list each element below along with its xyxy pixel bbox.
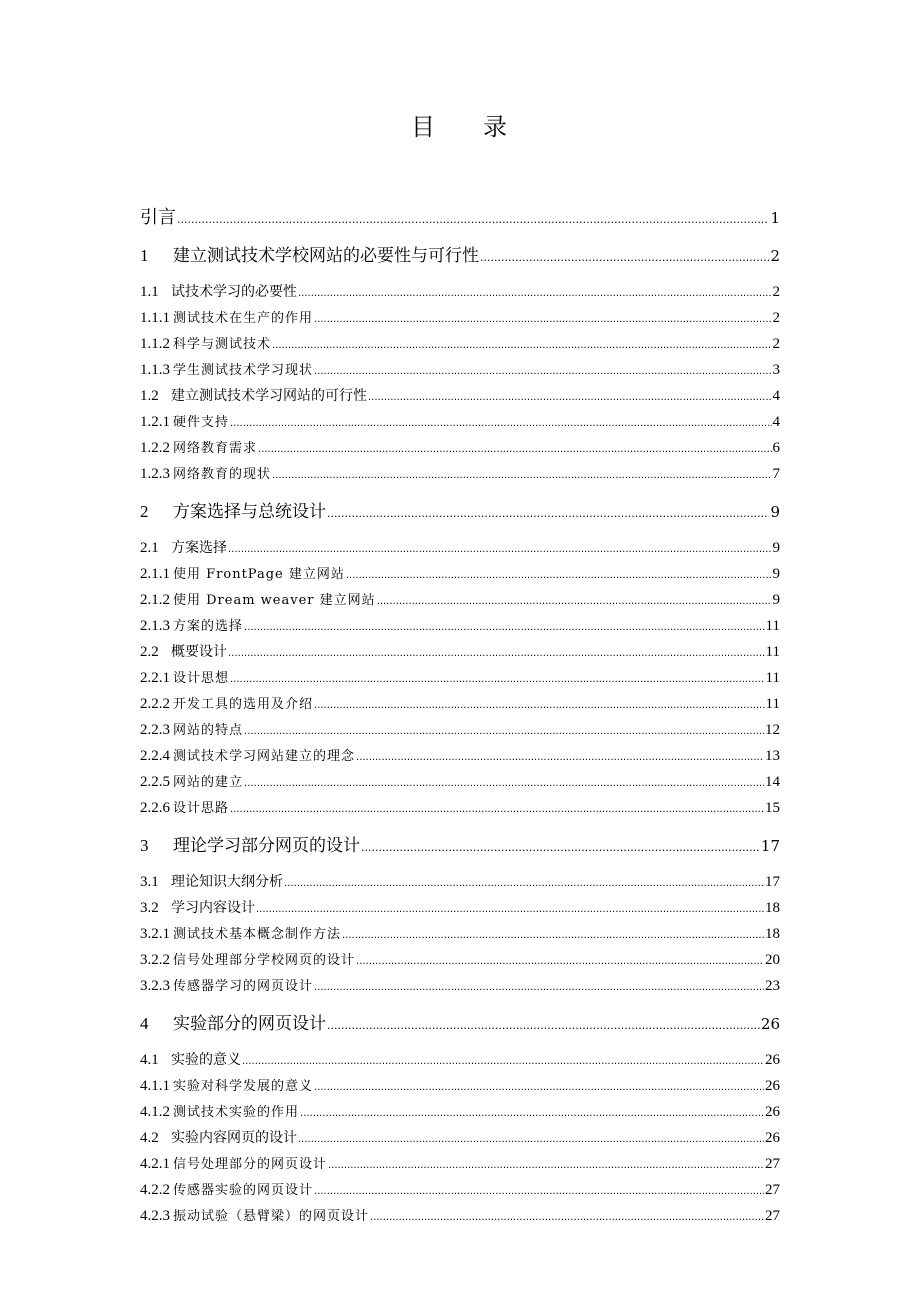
toc-entry-title: 网站的特点 [173,723,244,738]
toc-entry-number: 1.1 [140,284,159,300]
toc-dot-leader [327,1012,760,1038]
toc-entry-title: 学习内容设计 [171,900,255,916]
toc-page-number: 26 [765,1052,780,1068]
toc-entry-number: 2.1.1 [140,566,170,582]
toc-entry[interactable] [140,948,780,974]
toc-entry-title: 方案的选择 [173,619,244,634]
toc-entry[interactable] [140,744,780,770]
toc-dot-leader [370,1205,764,1230]
toc-page-number: 12 [765,722,780,738]
toc-entry-number: 4.1.1 [140,1078,170,1094]
toc-page-number: 26 [760,1015,780,1033]
toc-page-number: 18 [765,926,780,942]
toc-entry-title: 理论学习部分网页的设计 [173,836,360,856]
toc-entry-number: 4.2 [140,1130,159,1146]
toc-dot-leader [377,589,772,614]
toc-dot-leader [242,1048,764,1074]
toc-dot-leader [228,536,772,562]
toc-entry-number: 1.2.2 [140,440,170,456]
toc-entry-title: 传感器实验的网页设计 [173,1183,314,1198]
toc-dot-leader [368,384,772,410]
toc-entry[interactable] [140,896,780,922]
toc-entry-title: 测试技术在生产的作用 [173,311,314,326]
title-char-1: 目 [411,113,437,141]
toc-entry[interactable] [140,718,780,744]
table-of-contents [140,196,780,1230]
toc-entry-title: 引言 [140,207,176,228]
toc-entry-title: 建立测试技术学习网站的可行性 [171,388,367,404]
toc-dot-leader [230,667,765,692]
toc-entry-title: 方案选择与总统设计 [173,502,326,522]
toc-page-number: 17 [760,837,780,855]
toc-entry-title: 实验部分的网页设计 [173,1014,326,1034]
toc-page-number: 20 [765,952,780,968]
toc-page-number: 4 [772,388,780,404]
toc-page-number: 4 [772,414,780,430]
toc-dot-leader [314,975,764,1000]
toc-dot-leader [244,719,764,744]
toc-entry-number: 4.1.2 [140,1104,170,1120]
toc-entry[interactable] [140,536,780,562]
toc-entry[interactable] [140,562,780,588]
toc-entry[interactable] [140,1074,780,1100]
toc-entry[interactable] [140,692,780,718]
toc-page-number: 2 [772,336,780,352]
toc-entry-title: 实验对科学发展的意义 [173,1079,314,1094]
toc-page-number: 27 [765,1208,780,1224]
toc-entry-number: 1 [140,246,149,265]
toc-dot-leader [256,896,764,922]
toc-dot-leader [284,870,764,896]
toc-entry-title: 使用 Dream weaver 建立网站 [173,593,376,608]
toc-dot-leader [342,923,764,948]
toc-dot-leader [361,834,760,860]
toc-entry-title: 振动试验（悬臂梁）的网页设计 [173,1209,370,1224]
toc-entry-number: 4.2.1 [140,1156,170,1172]
toc-entry-title: 网站的建立 [173,775,244,790]
toc-entry[interactable] [140,614,780,640]
toc-dot-leader [228,640,765,666]
toc-entry[interactable] [140,280,780,306]
toc-entry-number: 3.2.1 [140,926,170,942]
toc-entry-number: 4.2.2 [140,1182,170,1198]
toc-entry-title: 网络教育的现状 [173,467,272,482]
toc-dot-leader [244,771,764,796]
toc-entry[interactable] [140,332,780,358]
toc-entry[interactable] [140,1126,780,1152]
toc-entry[interactable] [140,358,780,384]
toc-entry-title: 信号处理部分的网页设计 [173,1157,328,1172]
toc-entry-number: 2.1.3 [140,618,170,634]
toc-page-number: 2 [772,310,780,326]
toc-entry[interactable] [140,306,780,332]
toc-page-number: 14 [765,774,780,790]
toc-dot-leader [314,1179,764,1204]
toc-entry-title: 理论知识大纲分析 [171,874,283,890]
toc-dot-leader [230,797,764,822]
toc-entry-number: 2.2.6 [140,800,170,816]
toc-page-number: 15 [765,800,780,816]
toc-entry[interactable] [140,588,780,614]
toc-entry-number: 2.2.3 [140,722,170,738]
toc-dot-leader [272,463,771,488]
toc-entry-number: 3.2.3 [140,978,170,994]
toc-entry-number: 3.2 [140,900,159,916]
toc-entry-number: 2.1.2 [140,592,170,608]
page-title [0,112,920,142]
toc-entry[interactable] [140,384,780,410]
toc-page-number: 11 [765,670,780,686]
toc-entry-number: 2.2.4 [140,748,170,764]
toc-dot-leader [298,1126,764,1152]
toc-entry[interactable] [140,770,780,796]
toc-page-number: 18 [765,900,780,916]
toc-page-number: 2 [770,247,780,265]
toc-page-number: 9 [772,566,780,582]
toc-dot-leader [314,307,771,332]
toc-page-number: 11 [765,696,780,712]
toc-dot-leader [328,1153,764,1178]
toc-page-number: 3 [772,362,780,378]
toc-entry[interactable] [140,1012,780,1038]
toc-entry-number: 2.1 [140,540,159,556]
toc-dot-leader [230,411,771,436]
toc-entry[interactable] [140,974,780,1000]
toc-entry-title: 设计思路 [173,801,230,816]
toc-page-number: 2 [772,284,780,300]
toc-dot-leader [258,437,771,462]
toc-entry-number: 2 [140,502,149,521]
toc-dot-leader [244,615,765,640]
toc-entry[interactable] [140,666,780,692]
toc-entry-number: 1.1.3 [140,362,170,378]
toc-entry-number: 2.2.1 [140,670,170,686]
title-char-2: 录 [483,113,509,141]
toc-page-number: 11 [765,618,780,634]
toc-entry-title: 传感器学习的网页设计 [173,979,314,994]
toc-entry-number: 4 [140,1014,149,1033]
toc-dot-leader [298,280,772,306]
toc-page-number: 26 [765,1130,780,1146]
toc-entry-number: 2.2.5 [140,774,170,790]
toc-entry-title: 科学与测试技术 [173,337,272,352]
toc-page-number: 27 [765,1156,780,1172]
toc-entry[interactable] [140,1204,780,1230]
toc-page-number: 11 [765,644,780,660]
toc-entry-number: 3.1 [140,874,159,890]
toc-entry-number: 1.2.3 [140,466,170,482]
toc-entry[interactable] [140,500,780,526]
toc-page-number: 13 [765,748,780,764]
toc-entry-title: 使用 FrontPage 建立网站 [173,567,345,582]
toc-entry[interactable] [140,834,780,860]
toc-entry-title: 设计思想 [173,671,230,686]
toc-entry-number: 1.1.2 [140,336,170,352]
toc-entry-title: 概要设计 [171,644,227,660]
toc-entry[interactable] [140,206,780,232]
toc-page-number: 17 [765,874,780,890]
toc-entry-title: 网络教育需求 [173,441,258,456]
toc-entry-number: 4.1 [140,1052,159,1068]
toc-entry-number: 2.2 [140,644,159,660]
toc-entry-title: 实验内容网页的设计 [171,1130,297,1146]
toc-page-number: 23 [765,978,780,994]
toc-entry-number: 1.1.1 [140,310,170,326]
toc-entry-number: 2.2.2 [140,696,170,712]
toc-dot-leader [300,1101,764,1126]
toc-entry[interactable] [140,436,780,462]
toc-entry-title: 硬件支持 [173,415,230,430]
toc-entry[interactable] [140,410,780,436]
toc-entry-title: 测试技术基本概念制作方法 [173,927,342,942]
toc-dot-leader [272,333,771,358]
toc-entry-title: 实验的意义 [171,1052,241,1068]
toc-entry[interactable] [140,870,780,896]
toc-entry[interactable] [140,922,780,948]
toc-page-number: 9 [772,540,780,556]
toc-page-number: 26 [765,1078,780,1094]
toc-entry[interactable] [140,640,780,666]
toc-dot-leader [327,500,769,526]
toc-dot-leader [356,745,764,770]
toc-entry-title: 测试技术实验的作用 [173,1105,300,1120]
toc-page-number: 9 [772,592,780,608]
toc-entry-number: 3 [140,836,149,855]
toc-page-number: 7 [772,466,780,482]
toc-dot-leader [177,206,769,232]
toc-entry-number: 3.2.2 [140,952,170,968]
toc-entry-title: 信号处理部分学校网页的设计 [173,953,356,968]
toc-dot-leader [314,359,771,384]
toc-entry[interactable] [140,462,780,488]
toc-entry-title: 开发工具的选用及介绍 [173,697,314,712]
toc-entry[interactable] [140,796,780,822]
toc-entry-number: 1.2 [140,388,159,404]
toc-entry-title: 试技术学习的必要性 [171,284,297,300]
toc-dot-leader [346,563,772,588]
toc-entry-title: 测试技术学习网站建立的理念 [173,749,356,764]
toc-entry[interactable] [140,1048,780,1074]
toc-entry[interactable] [140,1152,780,1178]
toc-page-number: 9 [770,503,780,521]
toc-dot-leader [314,1075,764,1100]
toc-entry[interactable] [140,1100,780,1126]
toc-entry-title: 建立测试技术学校网站的必要性与可行性 [173,246,479,266]
toc-dot-leader [480,244,769,270]
toc-entry[interactable] [140,1178,780,1204]
toc-entry-number: 4.2.3 [140,1208,170,1224]
toc-page-number: 26 [765,1104,780,1120]
toc-entry-title: 方案选择 [171,540,227,556]
toc-dot-leader [356,949,764,974]
toc-entry-number: 1.2.1 [140,414,170,430]
toc-entry[interactable] [140,244,780,270]
toc-page-number: 1 [770,209,780,227]
toc-entry-title: 学生测试技术学习现状 [173,363,314,378]
toc-dot-leader [314,693,765,718]
toc-page-number: 27 [765,1182,780,1198]
toc-page-number: 6 [772,440,780,456]
